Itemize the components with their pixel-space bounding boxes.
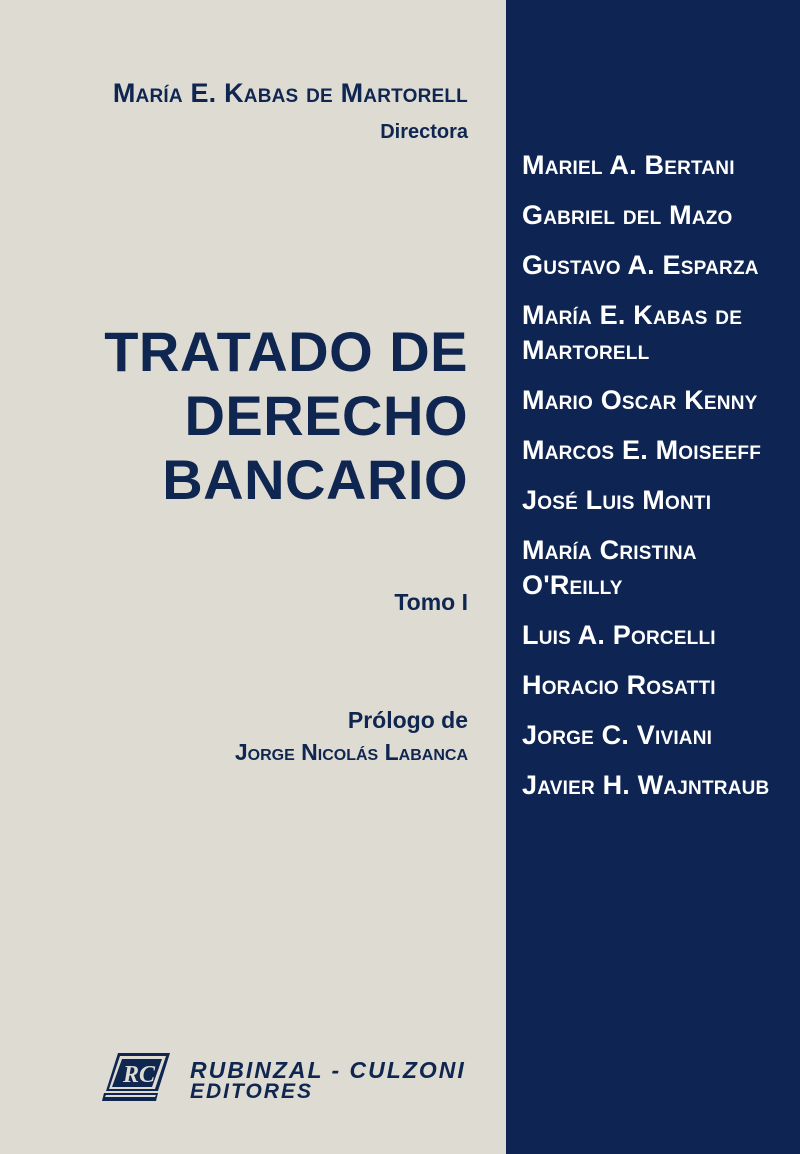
author-name: Gustavo A. Esparza <box>522 250 759 280</box>
director-name: María E. Kabas de Martorell <box>112 78 468 108</box>
author-name: Gabriel del Mazo <box>522 200 733 230</box>
book-title-line-1: TRATADO DE <box>104 320 468 383</box>
book-title <box>48 320 468 512</box>
author-name: Marcos E. Moiseeff <box>522 435 761 465</box>
publisher-logo-text: RC <box>123 1062 156 1088</box>
prologue-author: Jorge Nicolás Labanca <box>234 739 468 765</box>
author-name: María E. Kabas de Martorell <box>522 300 743 365</box>
author-list <box>522 148 792 818</box>
book-title-line-3: BANCARIO <box>162 448 468 511</box>
author-name: Horacio Rosatti <box>522 670 716 700</box>
author-name: Javier H. Wajntraub <box>522 770 770 800</box>
author-name: Mario Oscar Kenny <box>522 385 758 415</box>
author-name: Jorge C. Viviani <box>522 720 713 750</box>
publisher-name: RUBINZAL - CULZONI <box>190 1057 466 1083</box>
volume-label: Tomo I <box>394 589 468 615</box>
author-name: José Luis Monti <box>522 485 712 515</box>
publisher-logo-icon <box>100 1047 174 1103</box>
director-role: Directora <box>380 121 468 143</box>
prologue-label: Prólogo de <box>347 707 468 733</box>
book-title-line-2: DERECHO <box>184 384 468 447</box>
author-name: María Cristina O'Reilly <box>522 535 697 600</box>
author-name: Mariel A. Bertani <box>522 150 735 180</box>
author-name: Luis A. Porcelli <box>522 620 716 650</box>
publisher-subtitle: EDITORES <box>190 1080 313 1103</box>
